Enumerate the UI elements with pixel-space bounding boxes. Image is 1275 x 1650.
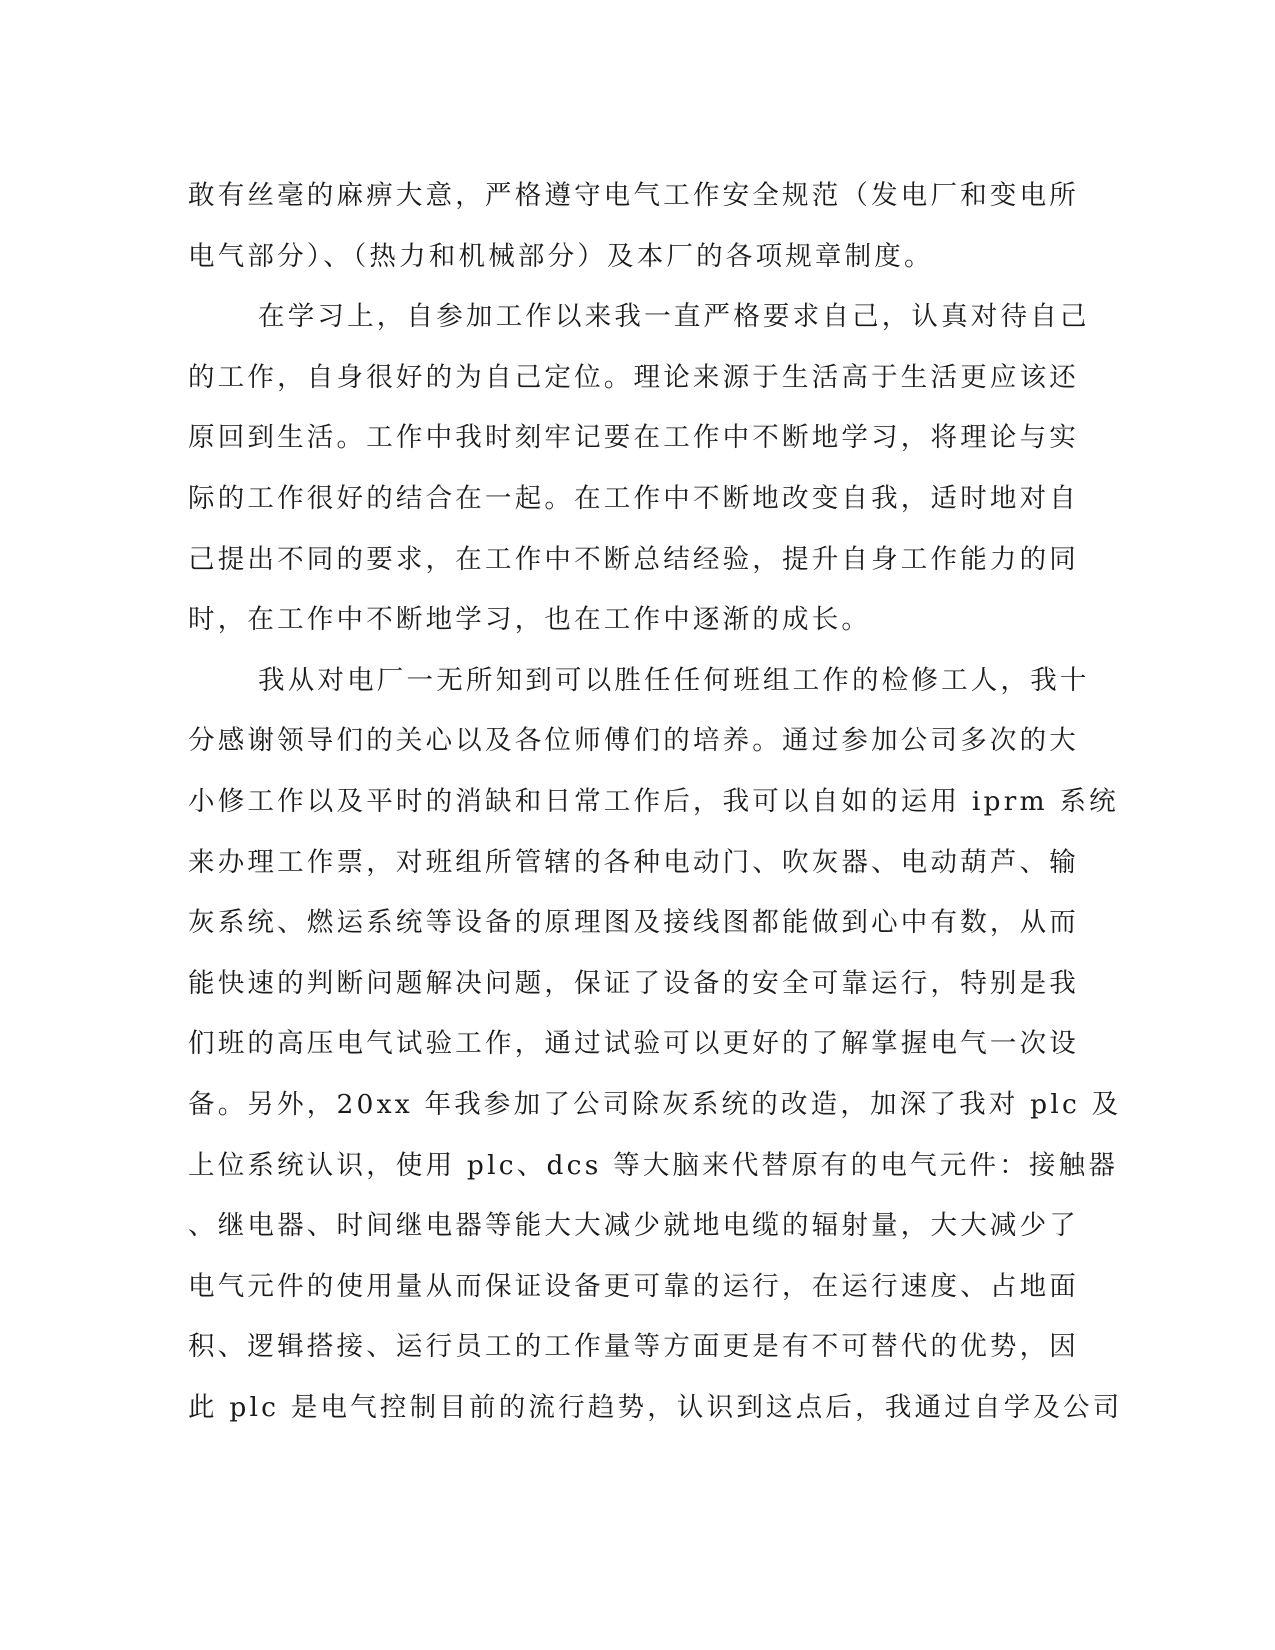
text-line: 的工作，自身很好的为自己定位。理论来源于生活高于生活更应该还 <box>188 361 1079 393</box>
text-line: 备。另外，20xx 年我参加了公司除灰系统的改造，加深了我对 plc 及 <box>188 1088 1122 1120</box>
text-line: 电气部分）、（热力和机械部分）及本厂的各项规章制度。 <box>188 240 934 272</box>
text-line: 此 plc 是电气控制目前的流行趋势，认识到这点后，我通过自学及公司 <box>188 1391 1123 1423</box>
text-line: 原回到生活。工作中我时刻牢记要在工作中不断地学习，将理论与实 <box>188 422 1079 454</box>
text-line: 小修工作以及平时的消缺和日常工作后，我可以自如的运用 iprm 系统 <box>188 785 1119 817</box>
paragraph-start-line: 我从对电厂一无所知到可以胜任任何班组工作的检修工人，我十 <box>258 664 1090 696</box>
text-line: 灰系统、燃运系统等设备的原理图及接线图都能做到心中有数，从而 <box>188 907 1079 939</box>
text-line: 、继电器、时间继电器等能大大减少就地电缆的辐射量，大大减少了 <box>188 1210 1079 1242</box>
text-line: 际的工作很好的结合在一起。在工作中不断地改变自我，适时地对自 <box>188 482 1079 514</box>
text-line: 能快速的判断问题解决问题，保证了设备的安全可靠运行，特别是我 <box>188 967 1079 999</box>
text-line: 己提出不同的要求，在工作中不断总结经验，提升自身工作能力的同 <box>188 543 1079 575</box>
text-line: 们班的高压电气试验工作，通过试验可以更好的了解掌握电气一次设 <box>188 1028 1079 1060</box>
text-line: 上位系统认识，使用 plc、dcs 等大脑来代替原有的电气元件：接触器 <box>188 1149 1119 1181</box>
text-line: 积、逻辑搭接、运行员工的工作量等方面更是有不可替代的优势，因 <box>188 1331 1079 1363</box>
text-line: 时，在工作中不断地学习，也在工作中逐渐的成长。 <box>188 604 872 636</box>
text-line: 来办理工作票，对班组所管辖的各种电动门、吹灰器、电动葫芦、输 <box>188 846 1079 878</box>
text-line: 分感谢领导们的关心以及各位师傅们的培养。通过参加公司多次的大 <box>188 725 1079 757</box>
document-body <box>188 166 1123 1438</box>
paragraph-start-line: 在学习上，自参加工作以来我一直严格要求自己，认真对待自己 <box>258 301 1090 333</box>
text-line: 电气元件的使用量从而保证设备更可靠的运行，在运行速度、占地面 <box>188 1270 1079 1302</box>
text-line: 敢有丝毫的麻痹大意，严格遵守电气工作安全规范（发电厂和变电所 <box>188 180 1079 211</box>
